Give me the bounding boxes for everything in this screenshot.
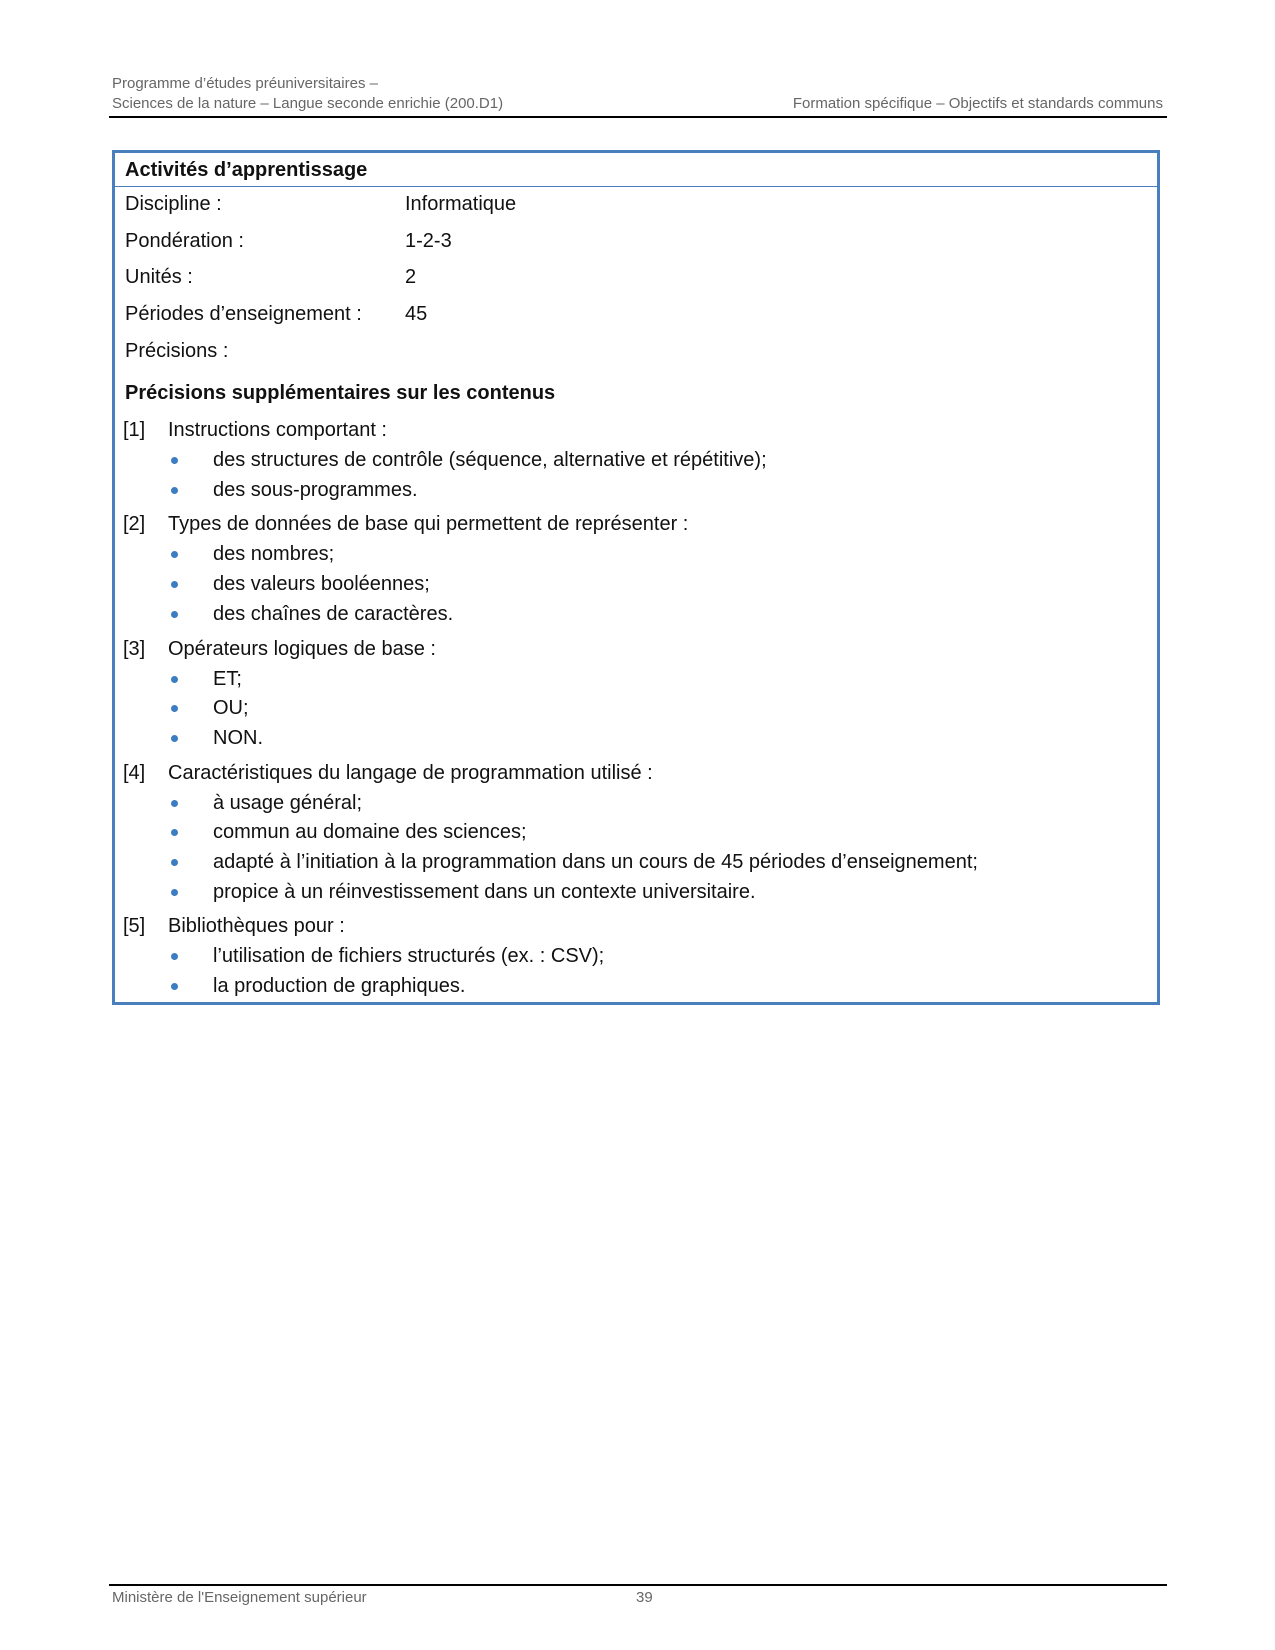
bullet-text: des chaînes de caractères.: [213, 602, 454, 625]
field-label: Discipline :: [125, 193, 222, 215]
field-value: 2: [405, 266, 417, 289]
header-rule: [109, 116, 1167, 118]
item-text: Instructions comportant :: [168, 419, 387, 441]
bullet-icon: [171, 800, 178, 807]
field-value: Informatique: [405, 193, 517, 215]
bullet-icon: [171, 735, 178, 742]
field-value: 45: [405, 303, 428, 326]
bullet-text: adapté à l’initiation à la programmation dans un cours de 45 périodes d’enseignement;: [213, 851, 978, 873]
bullet-icon: [171, 859, 178, 866]
bullet-icon: [171, 676, 178, 683]
bullet-text: propice à un réinvestissement dans un contexte universitaire.: [213, 880, 756, 903]
bullet-text: commun au domaine des sciences;: [213, 821, 527, 844]
bullet-text: des sous-programmes.: [213, 478, 418, 501]
item-number: [5]: [123, 915, 146, 938]
bullet-text: à usage général;: [213, 791, 363, 814]
field-label: Périodes d’enseignement :: [125, 303, 362, 326]
item-number: [4]: [123, 761, 146, 784]
item-text: Opérateurs logiques de base :: [168, 637, 436, 660]
bullet-text: NON.: [213, 726, 263, 749]
bullet-text: des structures de contrôle (séquence, alternative et répétitive);: [213, 449, 767, 471]
bullet-text: des nombres;: [213, 543, 335, 566]
box-title-divider: [115, 186, 1159, 187]
bullet-text: OU;: [213, 697, 249, 720]
item-text: Caractéristiques du langage de programmation utilisé :: [168, 761, 653, 784]
header-program: Programme d’études préuniversitaires –: [112, 75, 378, 92]
bullet-text: des valeurs booléennes;: [213, 573, 430, 596]
item-text: Bibliothèques pour :: [168, 915, 345, 938]
page-number: 39: [636, 1589, 653, 1606]
subheading: Précisions supplémentaires sur les contenus: [125, 382, 556, 404]
bullet-text: ET;: [213, 667, 242, 690]
header-section: Formation spécifique – Objectifs et standards communs: [792, 95, 1163, 112]
bullet-text: l’utilisation de fichiers structurés (ex. : CSV);: [213, 945, 605, 968]
bullet-icon: [171, 611, 178, 618]
field-label: Précisions :: [125, 339, 229, 362]
item-text: Types de données de base qui permettent de représenter :: [168, 513, 689, 536]
field-value: 1-2-3: [405, 229, 452, 252]
footer-rule: [109, 1584, 1167, 1586]
item-number: [3]: [123, 637, 146, 660]
bullet-icon: [171, 457, 178, 464]
footer-ministry: Ministère de l'Enseignement supérieur: [112, 1589, 367, 1606]
header-program-name: Sciences de la nature – Langue seconde enrichie (200.D1): [112, 95, 504, 112]
bullet-icon: [171, 889, 178, 896]
bullet-icon: [171, 487, 178, 494]
item-number: [1]: [123, 419, 146, 441]
item-number: [2]: [123, 513, 146, 536]
bullet-text: la production de graphiques.: [213, 975, 466, 998]
field-label: Pondération :: [125, 229, 244, 252]
box-title: Activités d’apprentissage: [125, 159, 368, 181]
field-label: Unités :: [125, 266, 193, 289]
